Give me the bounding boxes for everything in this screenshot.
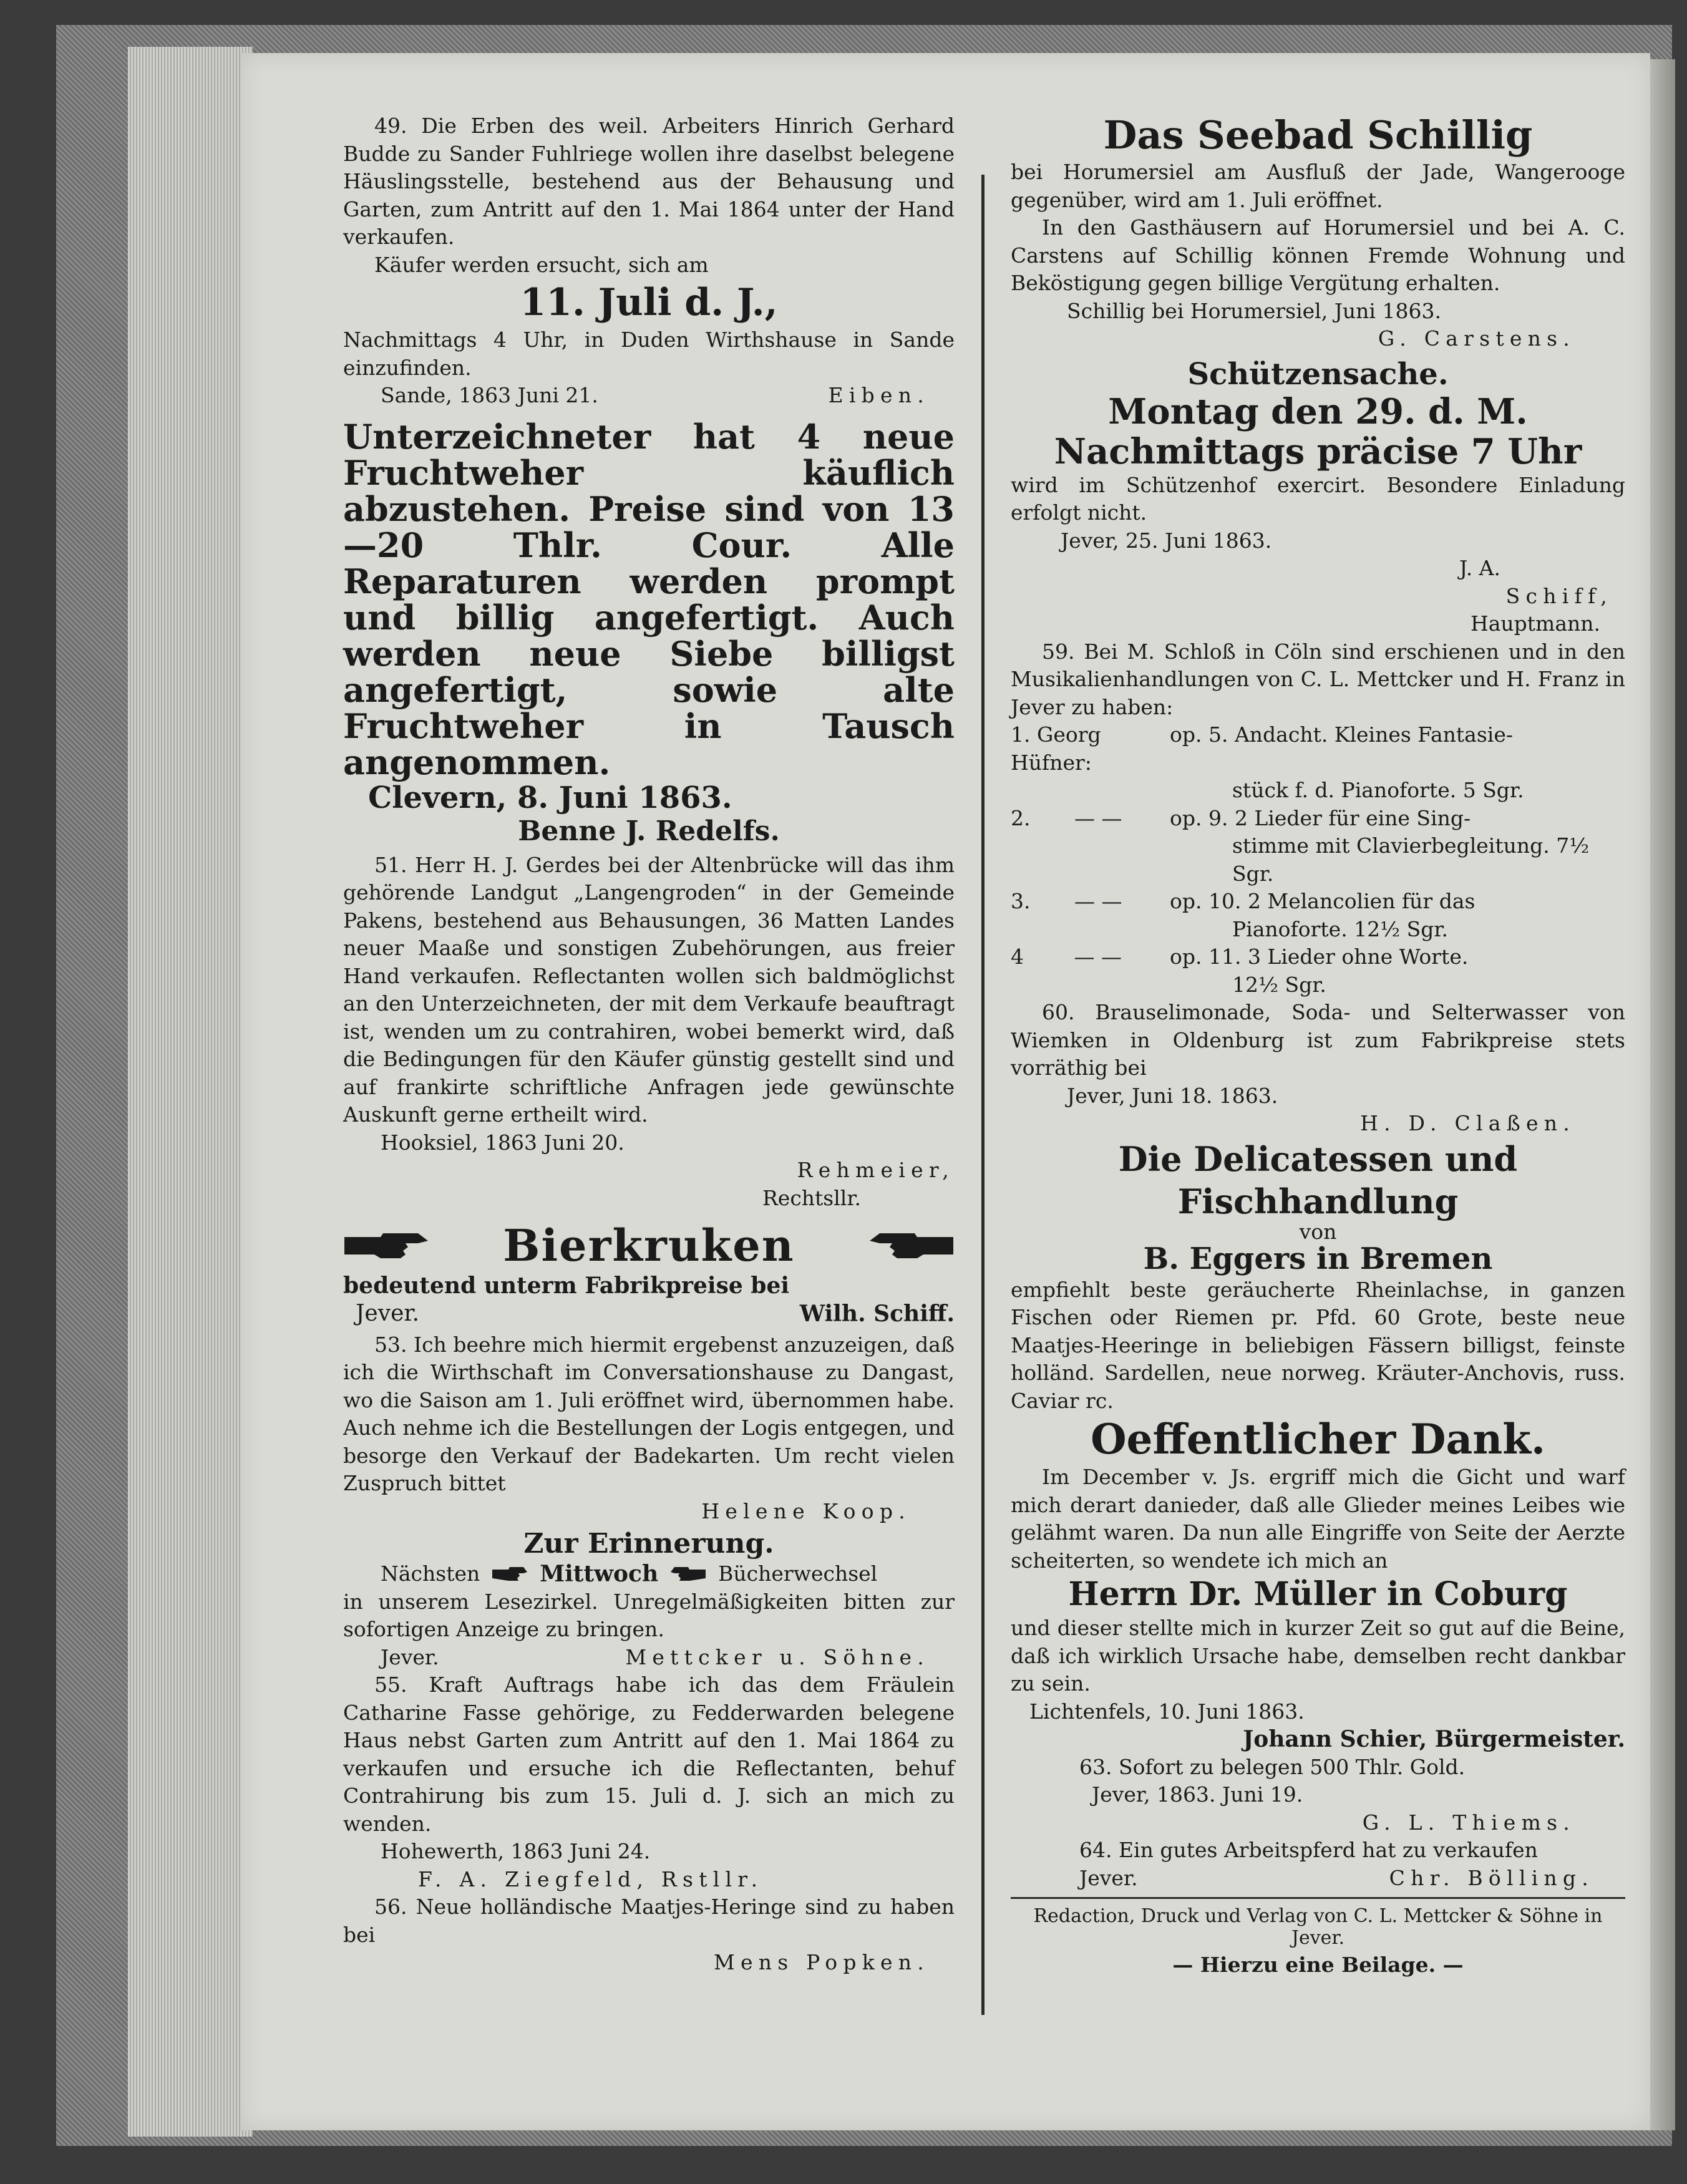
ad-57-text2: In den Gasthäusern auf Horumersiel und bei A. C. Carstens auf Schillig können Fremde Wohnung und Beköstigung gegen billige Vergütung erhalten. <box>1011 215 1625 295</box>
imprint: Redaction, Druck und Verlag von C. L. Mettcker & Söhne in Jever. <box>1011 1897 1625 1949</box>
ad-52-sign-row <box>343 1300 955 1327</box>
ad-50-place-date: Clevern, 8. Juni 1863. <box>368 780 732 815</box>
ad-49-text: 49. Die Erben des weil. Arbeiters Hinrich Gerhard Budde zu Sander Fuhlriege wollen ihre daselbst belegene Häuslingsstelle, bestehend aus der Behausung und Garten, zum Antritt auf den 1. Mai 1864 unter der Hand verkaufen. <box>343 114 955 249</box>
ad-52-headline-row <box>343 1218 955 1272</box>
ad-63-signer: G. L. Thiems. <box>1362 1810 1575 1835</box>
list-item: 1. Georg Hüfner: op. 5. Andacht. Kleines Fantasie- <box>1011 722 1513 775</box>
ad-55-signer: F. A. Ziegfeld, Rstllr. <box>418 1866 764 1891</box>
ad-52-signer: Wilh. Schiff. <box>799 1300 955 1327</box>
ad-63-text: 63. Sofort zu belegen 500 Thlr. Gold. <box>1079 1754 1466 1779</box>
ad-63-place-date: Jever, 1863. Juni 19. <box>1092 1782 1303 1807</box>
ad-64-place: Jever. <box>1079 1865 1138 1890</box>
ad-62-place-date: Lichtenfels, 10. Juni 1863. <box>1029 1699 1305 1724</box>
page-stack-edges <box>128 47 253 2137</box>
ad-61-von: von <box>1299 1219 1337 1244</box>
ad-50-text: Unterzeichneter hat 4 neue Fruchtweher käuflich abzustehen. Preise sind von 13—20 Thlr. Cour. Alle Reparaturen werden prompt und billig angefertigt. Auch werden neue Siebe billigst angefertigt, sowie alte Fruchtweher in Tausch angenommen. <box>343 416 955 782</box>
ad-49-signer: Eiben. <box>828 383 930 407</box>
ad-58-initials: J. A. <box>1459 556 1500 580</box>
pointing-hand-left-icon <box>669 1566 707 1582</box>
ad-61-firm: B. Eggers in Bremen <box>1143 1241 1493 1276</box>
pointing-hand-right-icon <box>491 1566 528 1582</box>
ad-54-post: Bücherwechsel <box>718 1561 878 1586</box>
ad-62-text2: und dieser stellte mich in kurzer Zeit so gut auf die Beine, daß ich wirklich Ursache habe, demselben recht dankbar zu sein. <box>1011 1616 1625 1696</box>
ad-64-signer: Chr. Bölling. <box>1389 1865 1594 1890</box>
ad-58-place-date: Jever, 25. Juni 1863. <box>1061 528 1272 553</box>
ad-56-signer: Mens Popken. <box>713 1950 930 1974</box>
ad-62-signer: Johann Schier, Bürgermeister. <box>1243 1726 1625 1752</box>
ad-60-signer: H. D. Claßen. <box>1360 1111 1575 1135</box>
ad-60-text: 60. Brauselimonade, Soda- und Selterwasser von Wiemken in Oldenburg ist zum Fabrikpreise stets vorräthig bei <box>1011 1000 1625 1080</box>
ad-54-signer: Mettcker u. Söhne. <box>625 1644 930 1669</box>
ad-57-headline: Das Seebad Schillig <box>1103 112 1533 158</box>
ad-54-place: Jever. <box>381 1644 439 1669</box>
ad-60-place-date: Jever, Juni 18. 1863. <box>1067 1083 1278 1108</box>
ad-54-row <box>343 1560 955 1588</box>
list-item: 3. — — op. 10. 2 Melancolien für das <box>1011 889 1476 913</box>
ad-51-text: 51. Herr H. J. Gerdes bei der Altenbrücke will das ihm gehörende Landgut „Langengroden“ in der Gemeinde Pakens, bestehend aus Behausungen, 36 Matten Landes neuer Maaße und sonstigen Zubehörungen, aus freier Hand verkaufen. Reflectanten wollen sich baldmöglichst an den Unterzeichneten, der mit dem Verkaufe beauftragt ist, wenden um zu contrahiren, wobei bemerkt wird, daß die Bedingungen für den Käufer günstig gestellt sind und auf frankirte schriftliche Anfragen jede gewünschte Auskunft gerne ertheilt wird. <box>343 852 955 1127</box>
column-divider <box>981 175 984 2015</box>
ad-51-place-date: Hooksiel, 1863 Juni 20. <box>381 1130 625 1155</box>
ad-56-text: 56. Neue holländische Maatjes-Heringe sind zu haben bei <box>343 1895 955 1947</box>
ad-57-text1: bei Horumersiel am Ausfluß der Jade, Wangerooge gegenüber, wird am 1. Juli eröffnet. <box>1011 160 1625 212</box>
ad-54-pre: Nächsten <box>381 1561 480 1586</box>
ad-58-text: wird im Schützenhof exercirt. Besondere Einladung erfolgt nicht. <box>1011 472 1625 525</box>
ad-58-signer-title: Hauptmann. <box>1470 611 1600 636</box>
ad-59-text: 59. Bei M. Schloß in Cöln sind erschienen und in den Musikalienhandlungen von C. L. Mettcker und H. Franz in Jever zu haben: <box>1011 639 1625 719</box>
ad-52-line: bedeutend unterm Fabrikpreise bei <box>343 1273 790 1299</box>
ad-49-date: 11. Juli d. J., <box>520 281 778 324</box>
ad-57-place-date: Schillig bei Horumersiel, Juni 1863. <box>1067 298 1441 323</box>
ad-61-headline: Die Delicatessen und Fischhandlung <box>1118 1138 1518 1221</box>
ad-54-weekday: Mittwoch <box>540 1561 659 1587</box>
ad-57-signer: G. Carstens. <box>1378 326 1575 351</box>
ad-62-headline: Oeffentlicher Dank. <box>1091 1415 1545 1463</box>
ad-53-text: 53. Ich beehre mich hiermit ergebenst anzuzeigen, daß ich die Wirthschaft im Conversationshause zu Dangast, wo die Saison am 1. Juli eröffnet wird, übernommen habe. Auch nehme ich die Bestellungen der Logis entgegen, und besorge den Verkauf der Badekarten. Um recht vielen Zuspruch bittet <box>343 1332 955 1495</box>
ad-59-list: 1. Georg Hüfner: op. 5. Andacht. Kleines Fantasie- stück f. d. Pianoforte. 5 Sgr. 2. — — op. 9. 2 Lieder für eine Sing- stimme mit Clavierbegleitung. 7½ Sgr. 3. — — op. 10. 2 Melancolien für das Pianoforte. 12½ Sgr. 4 — — op. 11. 3 Lieder ohne Worte. 12½ Sgr. <box>1011 721 1625 999</box>
list-item: 2. — — op. 9. 2 Lieder für eine Sing- <box>1011 805 1471 830</box>
ad-64-text: 64. Ein gutes Arbeitspferd hat zu verkaufen <box>1079 1838 1538 1862</box>
ad-51-signer-title: Rechtsllr. <box>762 1185 861 1210</box>
ad-52-place: Jever. <box>356 1300 420 1326</box>
ad-58-headline: Schützensache. <box>1187 356 1449 392</box>
ad-49-time: Nachmittags 4 Uhr, in Duden Wirthshause in Sande einzufinden. <box>343 328 955 380</box>
ad-58-signer: Schiff, <box>1505 583 1613 608</box>
ad-61-text: empfiehlt beste geräucherte Rheinlachse, in ganzen Fischen oder Riemen pr. Pfd. 60 Grote, beste neue Maatjes-Heeringe in beliebigen Fässern billigst, feinste holländ. Sardellen, neue norweg. Kräuter-Anchovis, russ. Caviar rc. <box>1011 1277 1625 1413</box>
ad-54-text: in unserem Lesezirkel. Unregelmäßigkeiten bitten zur sofortigen Anzeige zu bringen. <box>343 1589 955 1641</box>
ad-54-headline: Zur Erinnerung. <box>523 1528 774 1560</box>
pointing-hand-left-icon <box>867 1228 955 1262</box>
ad-52-headline: Bierkruken <box>503 1219 795 1271</box>
ad-50-signer: Benne J. Redelfs. <box>518 815 780 847</box>
ad-62-doctor: Herrn Dr. Müller in Coburg <box>1068 1575 1568 1613</box>
left-column <box>343 112 955 1977</box>
ad-49-buyers: Käufer werden ersucht, sich am <box>374 252 709 277</box>
page-right-edge <box>1650 59 1675 2130</box>
ad-53-signer: Helene Koop. <box>701 1498 911 1523</box>
ad-55-place-date: Hohewerth, 1863 Juni 24. <box>381 1839 651 1863</box>
ad-51-signer: Rehmeier, <box>797 1158 955 1182</box>
ad-49-place-date: Sande, 1863 Juni 21. <box>381 383 598 407</box>
ad-55-text: 55. Kraft Auftrags habe ich das dem Fräulein Catharine Fasse gehörige, zu Fedderwarden belegene Haus nebst Garten zum Antritt auf den 1. Mai 1864 zu verkaufen und ersuche ich die Reflectanten, behuf Contrahirung bis zum 15. Juli d. J. sich an mich zu wenden. <box>343 1672 955 1836</box>
ad-58-big: Montag den 29. d. M. Nachmittags präcise 7 Uhr <box>1054 391 1582 472</box>
right-column <box>1011 112 1625 1979</box>
list-item: 4 — — op. 11. 3 Lieder ohne Worte. <box>1011 944 1469 969</box>
ad-62-text1: Im December v. Js. ergriff mich die Gicht und warf mich derart danieder, daß alle Glieder meines Leibes wie gelähmt waren. Da nun alle Eingriffe von Seite der Aerzte scheiterten, so wendete ich mich an <box>1011 1465 1625 1573</box>
pointing-hand-right-icon <box>343 1228 430 1262</box>
supplement-note: — Hierzu eine Beilage. — <box>1172 1953 1464 1977</box>
